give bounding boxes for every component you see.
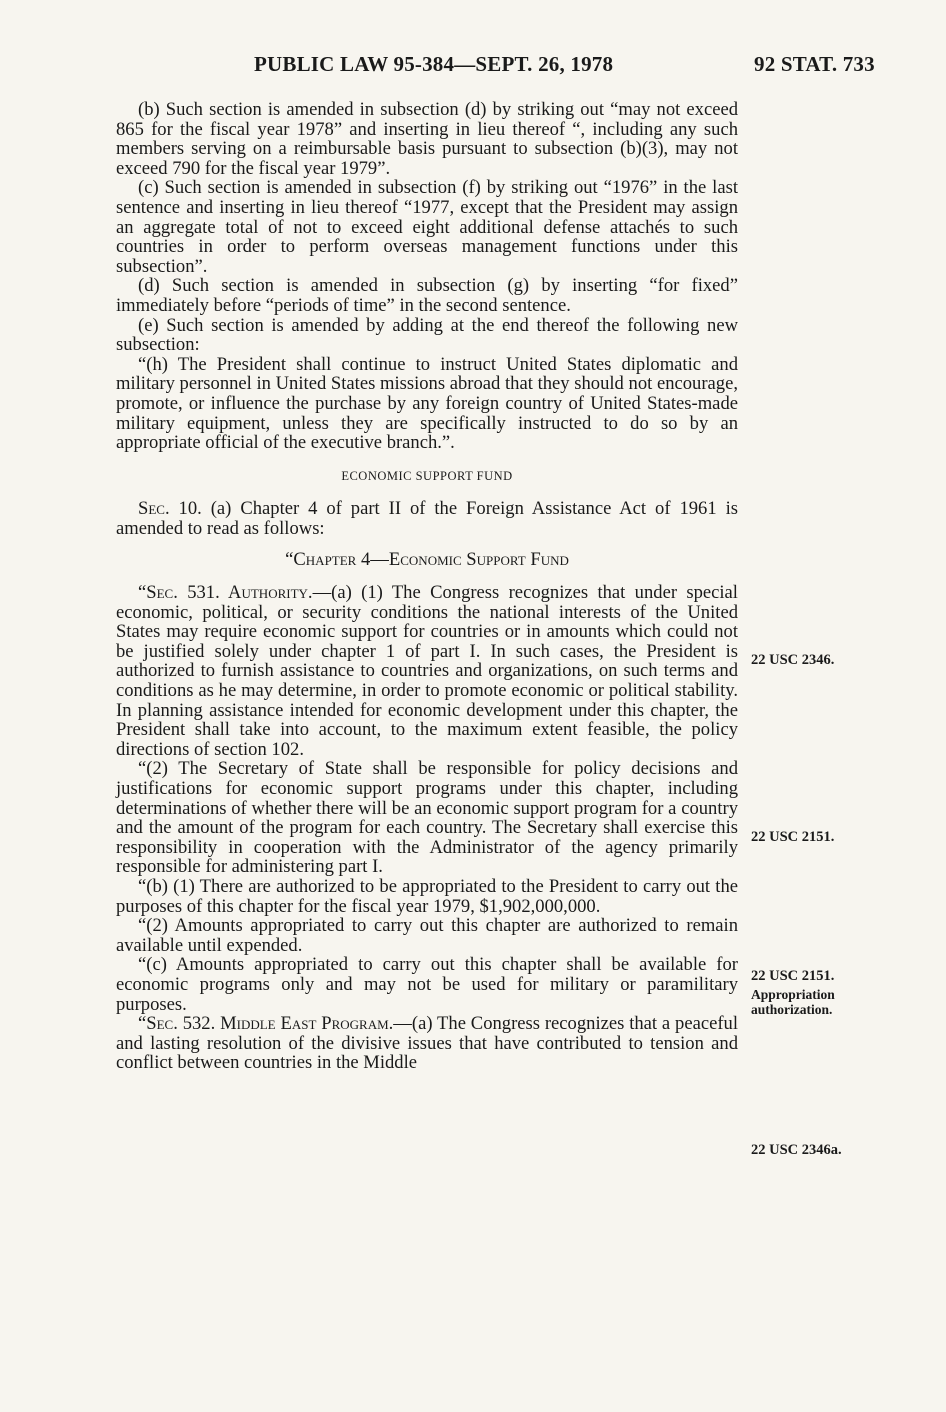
paragraph-sec-531 [116, 583, 738, 759]
sec-10-text: 10. (a) Chapter 4 of part II of the Foreign Assistance Act of 1961 is amended to read as follows: [116, 498, 738, 539]
paragraph-sec-531-b2: “(2) Amounts appropriated to carry out this chapter are authorized to remain available until expended. [116, 915, 738, 956]
section-heading-economic-support-fund: ECONOMIC SUPPORT FUND [341, 468, 513, 483]
sec-531-text: —(a) (1) The Congress recognizes that under special economic, political, or security conditions the national interests of the United States may require economic support for countries or in amounts which could not be justified solely under chapter 1 of part I. In such cases, the President is authorized to furnish assistance to countries and organizations, on such terms and conditions as he may determine, in order to promote economic or political stability. In planning assistance intended for economic development under this chapter, the President shall take into account, to the maximum extent feasible, the policy directions of section 102. [116, 582, 738, 760]
paragraph-subsection-c: (c) Such section is amended in subsection (f) by striking out “1976” in the last sentence and inserting in lieu thereof “1977, except that the President may assign an aggregate total of not to exceed eight additional defense attachés to such countries in order to perform overseas management functions under this subsection”. [116, 177, 738, 277]
sec-532-lead: “Sec. 532. Middle East Program. [138, 1013, 394, 1035]
paragraph-subsection-b: (b) Such section is amended in subsection (d) by striking out “may not exceed 865 for the fiscal year 1978” and inserting in lieu thereof “, including any such members serving on a reimbursable basis pursuant to subsection (b)(3), may not exceed 790 for the fiscal year 1979”. [116, 99, 738, 179]
paragraph-sec-10 [116, 499, 738, 538]
margin-note-22-usc-2151-first: 22 USC 2151. [751, 829, 835, 845]
running-head [0, 52, 946, 82]
statutes-page-number: 92 STAT. 733 [754, 52, 875, 76]
paragraph-sec-532 [116, 1014, 738, 1073]
margin-note-appropriation-authorization [751, 987, 835, 1017]
paragraph-sec-531-a2: “(2) The Secretary of State shall be responsible for policy decisions and justifications for economic support programs under this chapter, including determinations of whether there will be an economic support program for a country and the amount of the program for each country. The Secretary shall exercise this responsibility in cooperation with the Administrator of the agency primarily responsible for administering part I. [116, 758, 738, 878]
body-text [116, 100, 738, 1073]
sec-532-text: —(a) The Congress recognizes that a peaceful and lasting resolution of the divisive issues that have contributed to tension and conflict between countries in the Middle [116, 1013, 739, 1074]
paragraph-subsection-d: (d) Such section is amended in subsection (g) by inserting “for fixed” immediately before “periods of time” in the second sentence. [116, 275, 738, 316]
margin-note-22-usc-2151-second: 22 USC 2151. [751, 968, 835, 984]
margin-note-22-usc-2346: 22 USC 2346. [751, 652, 835, 668]
chapter-heading: “Chapter 4—Economic Support Fund [285, 549, 569, 571]
paragraph-new-subsection-h: “(h) The President shall continue to instruct United States diplomatic and military personnel in United States missions abroad that they should not encourage, promote, or influence the purchase by any foreign country of United States-made military equipment, unless they are specifically instructed to do so by an appropriate official of the executive branch.”. [116, 353, 738, 454]
paragraph-sec-531-c: “(c) Amounts appropriated to carry out this chapter shall be available for economic programs only and may not be used for military or paramilitary purposes. [116, 954, 738, 1015]
paragraph-sec-531-b1: “(b) (1) There are authorized to be appropriated to the President to carry out the purposes of this chapter for the fiscal year 1979, $1,902,000,000. [116, 875, 738, 917]
margin-note-appropriation: Appropriation [751, 987, 835, 1002]
margin-note-authorization: authorization. [751, 1002, 833, 1017]
public-law-citation: PUBLIC LAW 95-384—SEPT. 26, 1978 [254, 52, 614, 76]
sec-531-lead: “Sec. 531. Authority. [138, 582, 313, 604]
paragraph-subsection-e: (e) Such section is amended by adding at the end thereof the following new subsection: [116, 314, 738, 356]
margin-note-22-usc-2346a: 22 USC 2346a. [751, 1142, 842, 1158]
sec-10-lead: Sec. [138, 498, 170, 520]
